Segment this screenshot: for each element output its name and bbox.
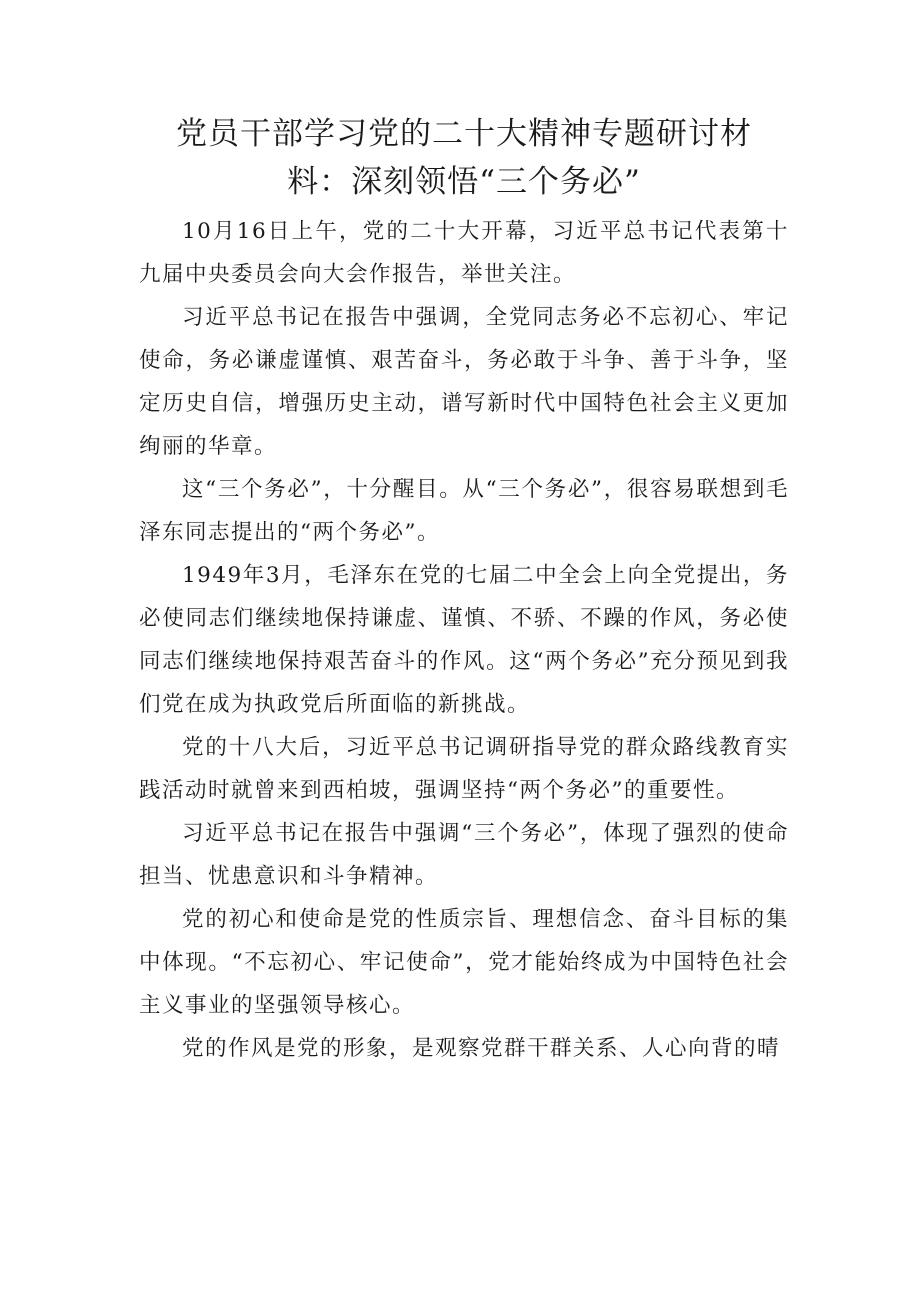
paragraph-5: 党的十八大后，习近平总书记调研指导党的群众路线教育实践活动时就曾来到西柏坡，强调坚持“两个务必”的重要性。 — [139, 735, 789, 803]
paragraph-4: 1949年3月，毛泽东在党的七届二中全会上向全党提出，务必使同志们继续地保持谦虚、谨慎、不骄、不躁的作风，务必使同志们继续地保持艰苦奋斗的作风。这“两个务必”充分预见到我们党在成为执政党后所面临的新挑战。 — [139, 563, 789, 717]
document-body — [139, 210, 789, 1070]
document-title — [139, 110, 789, 206]
title-line-1: 党员干部学习党的二十大精神专题研讨材 — [176, 116, 752, 152]
paragraph-7: 党的初心和使命是党的性质宗旨、理想信念、奋斗目标的集中体现。“不忘初心、牢记使命”，党才能始终成为中国特色社会主义事业的坚强领导核心。 — [139, 907, 789, 1018]
title-line-2: 料：深刻领悟“三个务必” — [287, 164, 641, 200]
paragraph-8: 党的作风是党的形象，是观察党群干群关系、人心向背的晴 — [182, 1036, 781, 1061]
paragraph-6: 习近平总书记在报告中强调“三个务必”，体现了强烈的使命担当、忧患意识和斗争精神。 — [139, 821, 789, 889]
paragraph-3: 这“三个务必”，十分醒目。从“三个务必”，很容易联想到毛泽东同志提出的“两个务必”。 — [139, 477, 789, 545]
paragraph-2: 习近平总书记在报告中强调，全党同志务必不忘初心、牢记使命，务必谦虚谨慎、艰苦奋斗，务必敢于斗争、善于斗争，坚定历史自信，增强历史主动，谱写新时代中国特色社会主义更加绚丽的华章。 — [139, 305, 789, 459]
paragraph-1: 10月16日上午，党的二十大开幕，习近平总书记代表第十九届中央委员会向大会作报告，举世关注。 — [139, 219, 789, 287]
